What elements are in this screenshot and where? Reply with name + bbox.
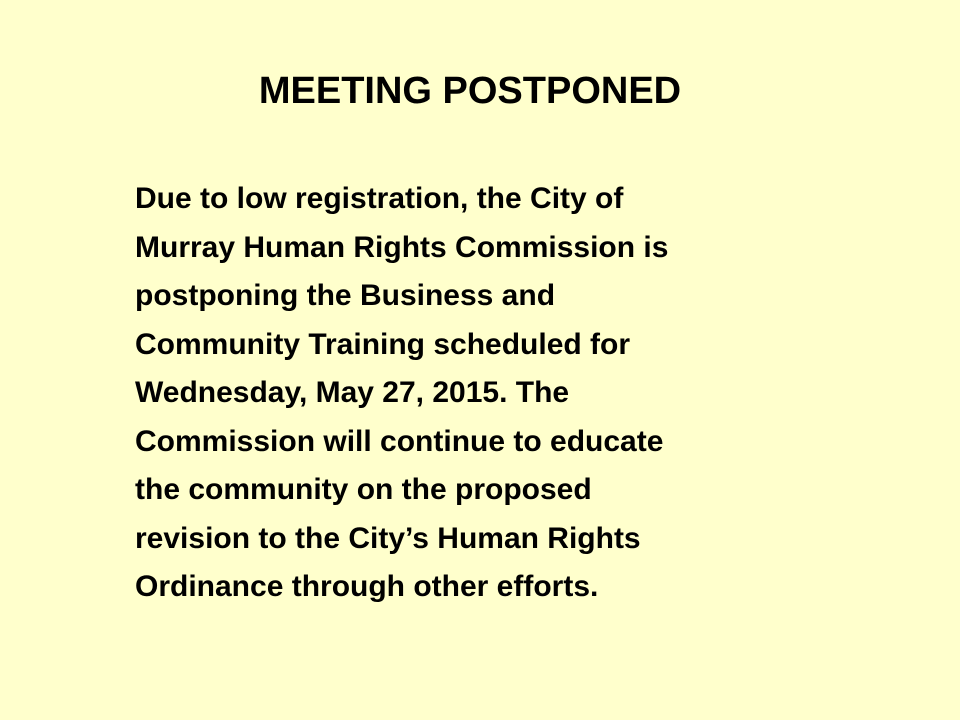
- body-line: the community on the proposed: [135, 473, 592, 506]
- body-line: postponing the Business and: [135, 279, 556, 312]
- body-line: Commission will continue to educate: [135, 424, 664, 458]
- body-line: Wednesday, May 27, 2015. The: [135, 376, 570, 409]
- body-line: Due to low registration, the City of: [135, 182, 624, 215]
- announcement-body: [135, 175, 925, 612]
- body-line: revision to the City’s Human Rights: [135, 521, 641, 555]
- body-line: Community Training scheduled for: [135, 327, 631, 361]
- body-line: Ordinance through other efforts.: [135, 570, 599, 603]
- slide-title: MEETING POSTPONED: [258, 70, 682, 112]
- body-line: Murray Human Rights Commission is: [135, 230, 669, 264]
